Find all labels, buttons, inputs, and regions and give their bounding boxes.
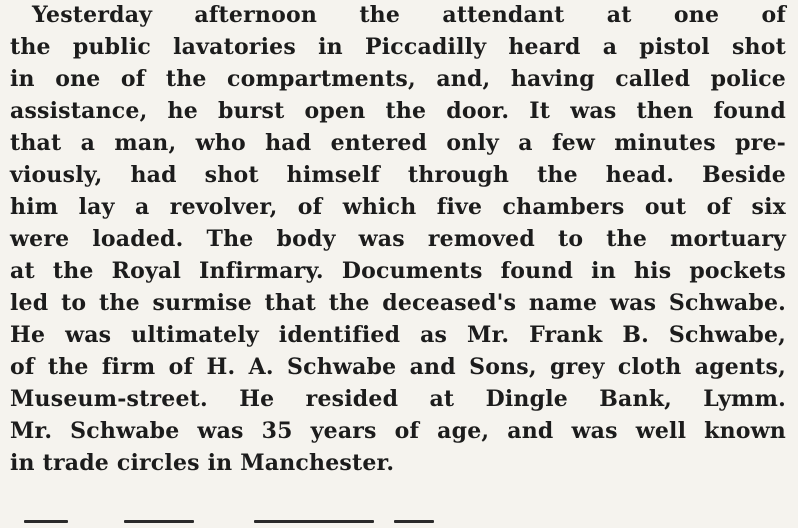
cropped-text-fragment bbox=[124, 520, 194, 523]
article-line-3: in one of the compartments, and, having called police bbox=[10, 66, 786, 92]
article-line-6: viously, had shot himself through the head. Beside bbox=[10, 162, 786, 188]
cropped-text-fragment bbox=[24, 520, 68, 523]
article-line-13: Museum-street. He resided at Dingle Bank, Lymm. bbox=[10, 386, 786, 412]
article-line-15: in trade circles in Manchester. bbox=[10, 450, 395, 476]
article-line-12: of the firm of H. A. Schwabe and Sons, grey cloth agents, bbox=[10, 354, 786, 380]
cropped-text-fragment bbox=[254, 520, 374, 523]
article-line-14: Mr. Schwabe was 35 years of age, and was well known bbox=[10, 418, 786, 444]
article-line-1: Yesterday afternoon the attendant at one of bbox=[32, 2, 786, 28]
article-line-5: that a man, who had entered only a few minutes pre- bbox=[10, 130, 786, 156]
cropped-next-article-fragment bbox=[14, 516, 514, 528]
cropped-text-fragment bbox=[394, 520, 434, 523]
article-line-11: He was ultimately identified as Mr. Frank B. Schwabe, bbox=[10, 322, 786, 348]
article-line-9: at the Royal Infirmary. Documents found in his pockets bbox=[10, 258, 786, 284]
article-line-8: were loaded. The body was removed to the mortuary bbox=[10, 226, 786, 252]
article-line-2: the public lavatories in Piccadilly heard a pistol shot bbox=[10, 34, 786, 60]
article-line-4: assistance, he burst open the door. It was then found bbox=[10, 98, 786, 124]
article-line-10: led to the surmise that the deceased's name was Schwabe. bbox=[10, 290, 786, 316]
article-line-7: him lay a revolver, of which five chambers out of six bbox=[10, 194, 786, 220]
